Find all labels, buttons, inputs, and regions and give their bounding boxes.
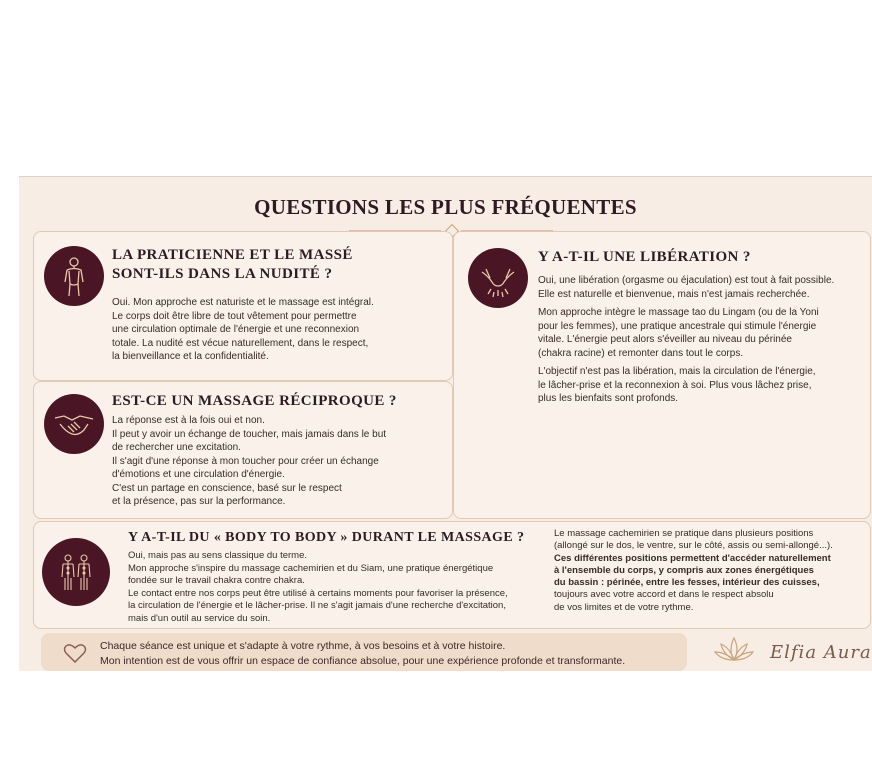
lotus-icon xyxy=(713,634,755,664)
faq-liberation-heading: Y A-T-IL UNE LIBÉRATION ? xyxy=(538,249,751,265)
body-silhouette-icon xyxy=(44,246,104,306)
faq-liberation-box xyxy=(453,231,871,519)
faq-cashmere-note: Le massage cachemirien se pratique dans plusieurs positions (allongé sur le dos, le ventre, sur le côté, assis ou semi-allongé...). Ces différentes positions permettent d'accéder naturellement à l'ensemble du corps, y compris aux zones énergétiques du bassin : périnée, entre les fesses, intérieur des cuisses, toujours avec votre accord et dans le respect absolu de vos limites et de votre rythme. xyxy=(554,528,833,613)
handshake-icon xyxy=(44,394,104,454)
faq-liberation-answer: Oui, une libération (orgasme ou éjaculation) est tout à fait possible. Elle est naturelle et bienvenue, mais n'est jamais recherchée. Mon approche intègre le massage tao du Lingam (ou de la Yoni pour les femmes), une pratique ancestrale qui stimule l'énergie vitale. L'énergie peut alors s'éveiller au niveau du périnée (chakra racine) et remonter dans tout le corps. L'objectif n'est pas la libération, mais la circulation de l'énergie, le lâcher-prise et la reconnexion à soi. Plus vous lâchez prise, plus les bienfaits sont profonds. xyxy=(538,275,835,404)
faq-card xyxy=(19,176,872,671)
faq-nudity-box xyxy=(33,231,453,381)
faq-nudity-answer: Oui. Mon approche est naturiste et le massage est intégral. Le corps doit être libre de tout vêtement pour permettre une circulation optimale de l'énergie et une reconnexion totale. La nudité est vécue naturellement, dans le respect, la bienveillance et la confidentialité. xyxy=(112,297,374,362)
heart-outline-icon xyxy=(63,642,87,664)
faq-nudity-heading: LA PRATICIENNE ET LE MASSÉ SONT-ILS DANS LA NUDITÉ ? xyxy=(112,247,353,282)
faq-reciprocal-answer: La réponse est à la fois oui et non. Il peut y avoir un échange de toucher, mais jamais dans le but de rechercher une excitation. Il s'agit d'une réponse à mon toucher pour créer un échange d'émotions et une circulation d'énergie. C'est un partage en conscience, basé sur le respect et la présence, pas sur la performance. xyxy=(112,415,387,507)
footer-text: Chaque séance est unique et s'adapte à votre rythme, à vos besoins et à votre histoire. Mon intention est de vous offrir un espace de confiance absolue, pour une expérience profonde et transformante. xyxy=(100,640,626,667)
faq-reciprocal-box xyxy=(33,381,453,519)
brand-logo: Elfia Aura xyxy=(770,642,872,663)
two-bodies-chakra-icon xyxy=(42,538,110,606)
page-title: QUESTIONS LES PLUS FRÉQUENTES xyxy=(254,195,637,219)
faq-body-to-body-heading: Y A-T-IL DU « BODY TO BODY » DURANT LE MASSAGE ? xyxy=(128,530,525,545)
hands-energy-icon xyxy=(468,248,528,308)
faq-reciprocal-heading: EST-CE UN MASSAGE RÉCIPROQUE ? xyxy=(112,393,397,409)
faq-body-to-body-box xyxy=(33,521,871,629)
faq-body-to-body-answer: Oui, mais pas au sens classique du terme. Mon approche s'inspire du massage cachemirien et du Siam, une pratique énergétique fondée sur le travail chakra contre chakra. Le contact entre nos corps peut être utilisé à certains moments pour favoriser la présence, la circulation de l'énergie et le lâcher-prise. Il ne s'agit jamais d'une recherche d'excitation, mais d'un outil au service du soin. xyxy=(128,550,508,624)
footer-banner xyxy=(41,633,687,671)
